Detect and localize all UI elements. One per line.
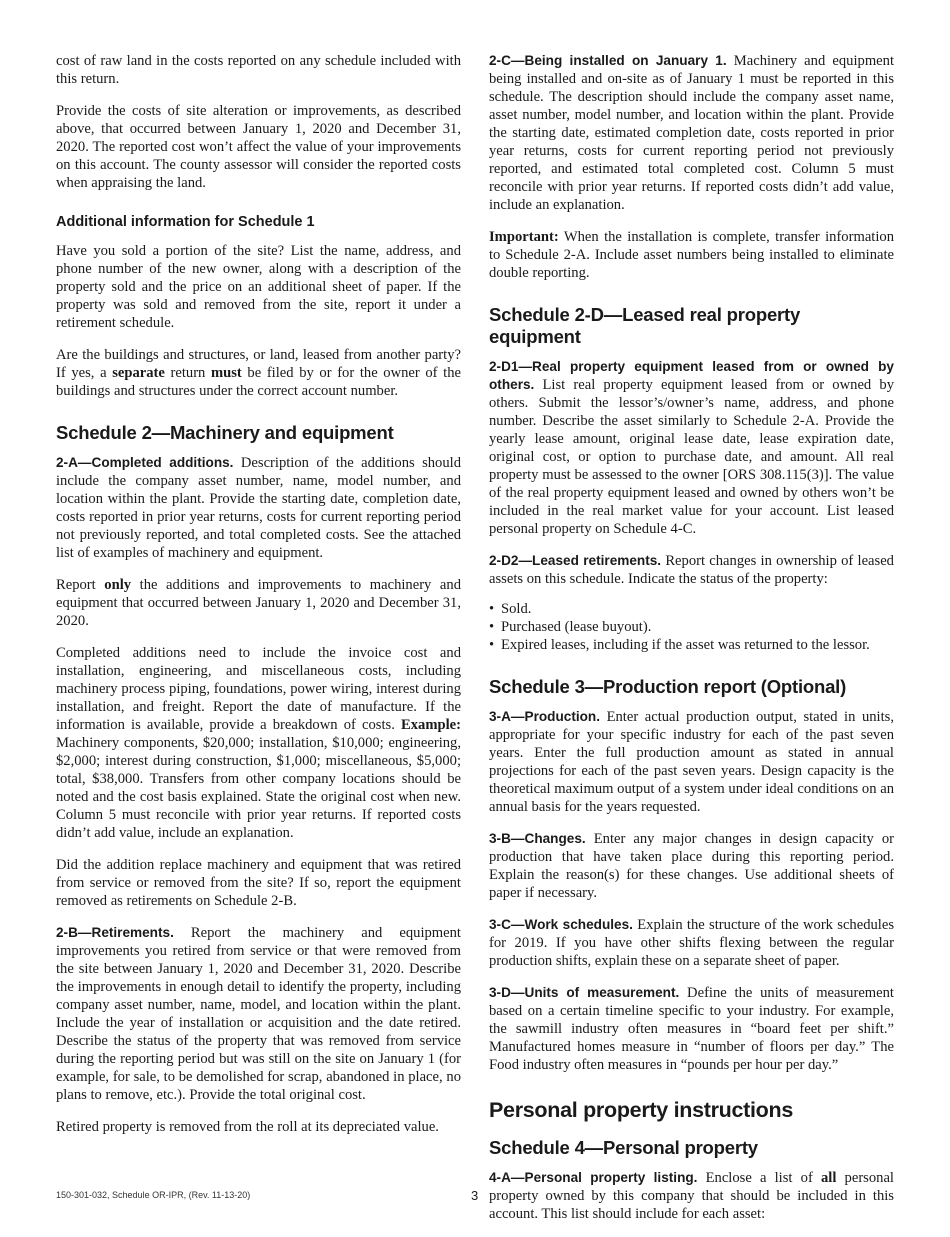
status-list bbox=[489, 600, 894, 654]
leased-paragraph: Are the buildings and structures, or land, leased from another party? If yes, a separate return must be filed by or for the owner of the buildings and structures under the correct account number. bbox=[56, 347, 462, 399]
being-installed-paragraph: 2-C—Being installed on January 1. Machinery and equipment being installed and on-site as of January 1 must be reported in this schedule. The description should include the company asset name, asset number, model number, and location within the plant. Provide the starting date, estimated completion date, costs reported in prior year returns, costs for current reporting period not previously reported, and estimated total completed cost. Column 5 must reconcile with prior year returns. If reported costs didn’t add value, include an explanation. bbox=[489, 53, 895, 213]
changes-paragraph: 3-B—Changes. Enter any major changes in design capacity or production that have taken place during this reporting period. Explain the reason(s) for these changes. Use additional sheets of paper if necessary. bbox=[489, 831, 894, 901]
report-only-paragraph: Report only the additions and improvements to machinery and equipment that occurred between January 1, 2020 and December 31, 2020. bbox=[56, 577, 461, 629]
intro-paragraph: cost of raw land in the costs reported on any schedule included with this return. bbox=[56, 53, 461, 87]
leased-from-others-paragraph: 2-D1—Real property equipment leased from or owned by others. List real property equipment leased from or owned by others. Submit the lessor’s/owner’s name, address, and phone number. Describe the asset similarly to Schedule 2-A. Provide the yearly lease amount, original lease date, lease expiration date, original cost, or option to purchase date, and amount. All real property must be assessed to the owner [ORS 308.115(3)]. The value of the real property equipment leased and owned by others won’t be included in the real market value for your account. List leased personal property on Schedule 4-C. bbox=[489, 359, 894, 537]
right-column bbox=[489, 52, 894, 1237]
important-paragraph: Important: When the installation is complete, transfer information to Schedule 2-A. Include asset numbers being installed to eliminate double reporting. bbox=[489, 229, 894, 281]
list-item: • Sold. bbox=[489, 600, 894, 618]
schedule-3-heading: Schedule 3—Production report (Optional) bbox=[489, 676, 847, 697]
personal-property-heading: Personal property instructions bbox=[489, 1098, 794, 1122]
schedule-2d-heading: Schedule 2-D—Leased real property equipment bbox=[489, 304, 801, 347]
list-item: • Expired leases, including if the asset was returned to the lessor. bbox=[489, 636, 894, 654]
personal-property-listing-paragraph: 4-A—Personal property listing. Enclose a list of all personal property owned by this company that should be included in this account. This list should include for each asset: bbox=[489, 1170, 894, 1222]
leased-retirements-paragraph: 2-D2—Leased retirements. Report changes in ownership of leased assets on this schedule. Indicate the status of the property: bbox=[489, 553, 894, 587]
completed-additions-paragraph: 2-A—Completed additions. Description of the additions should include the company asset number, name, model number, and location within the plant. Provide the starting date, completion date, costs reported in prior year returns, costs for current reporting period not previously reported, and total completed costs. See the attached list of examples of machinery and equipment. bbox=[56, 455, 461, 561]
work-schedules-paragraph: 3-C—Work schedules. Explain the structure of the work schedules for 2019. If you have other shifts flexing between the regular production shifts, explain these on a separate sheet of paper. bbox=[489, 917, 895, 969]
form-id-footer: 150-301-032, Schedule OR-IPR, (Rev. 11-13-20) bbox=[56, 1190, 251, 1200]
production-paragraph: 3-A—Production. Enter actual production output, stated in units, appropriate for your specific industry for each of the past seven years. Enter the full production amount as stated in annual projections for each of the past seven years. Design capacity is the theoretical maximum output of a system under ideal conditions on an annual basis for the years requested. bbox=[489, 709, 894, 815]
replace-paragraph: Did the addition replace machinery and equipment that was retired from service or removed from the site? If so, report the equipment removed as retirements on Schedule 2-B. bbox=[56, 857, 461, 909]
left-column bbox=[56, 52, 461, 1150]
list-item: • Purchased (lease buyout). bbox=[489, 618, 894, 636]
retired-property-paragraph: Retired property is removed from the roll at its depreciated value. bbox=[56, 1119, 439, 1135]
schedule-4-heading: Schedule 4—Personal property bbox=[489, 1137, 758, 1158]
retirements-paragraph: 2-B—Retirements. Report the machinery and equipment improvements you retired from service or that were removed from the site between January 1, 2020 and December 31, 2020. Describe the improvements in enough detail to identify the property, including company asset number, name, model, and location within the plant. Include the year of installation or acquisition and the date retired. Describe the status of the property that was removed from service during the reporting period but was still on the site on January 1 (for example, for sale, to be demolished for scrap, abandoned in place, no plans to remove, etc.). Provide the total original cost. bbox=[56, 925, 461, 1103]
site-costs-paragraph: Provide the costs of site alteration or improvements, as described above, that occurred between January 1, 2020 and December 31, 2020. The reported cost won’t affect the value of your improvements on this account. The county assessor will consider the reported costs when appraising the land. bbox=[56, 103, 461, 191]
schedule-2-heading: Schedule 2—Machinery and equipment bbox=[56, 422, 394, 443]
additional-info-heading: Additional information for Schedule 1 bbox=[56, 214, 315, 230]
sold-site-paragraph: Have you sold a portion of the site? List the name, address, and phone number of the new owner, along with a description of the property sold and the price on an additional sheet of paper. If the property was sold and removed from the site, report it under a retirement schedule. bbox=[56, 243, 461, 331]
page-number: 3 bbox=[471, 1188, 479, 1203]
completed-costs-paragraph: Completed additions need to include the invoice cost and installation, engineering, and miscellaneous costs, including machinery process piping, foundations, power wiring, interest during installation, and freight. Report the date of manufacture. If the information is available, provide a breakdown of costs. Example: Machinery components, $20,000; installation, $10,000; engineering, $2,000; interest during construction, $1,000; miscellaneous, $5,000; total, $38,000. Transfers from other company locations should be noted and the cost basis explained. State the original cost when new. Column 5 must reconcile with prior year returns. If reported costs didn’t add value, include an explanation. bbox=[56, 645, 461, 841]
units-paragraph: 3-D—Units of measurement. Define the units of measurement based on a certain timeline specific to your industry. For example, the sawmill industry often measures in “board feet per shift.” Manufactured homes measure in “number of floors per day.” The Food industry often measures in “pounds per hour per day.” bbox=[489, 985, 894, 1073]
